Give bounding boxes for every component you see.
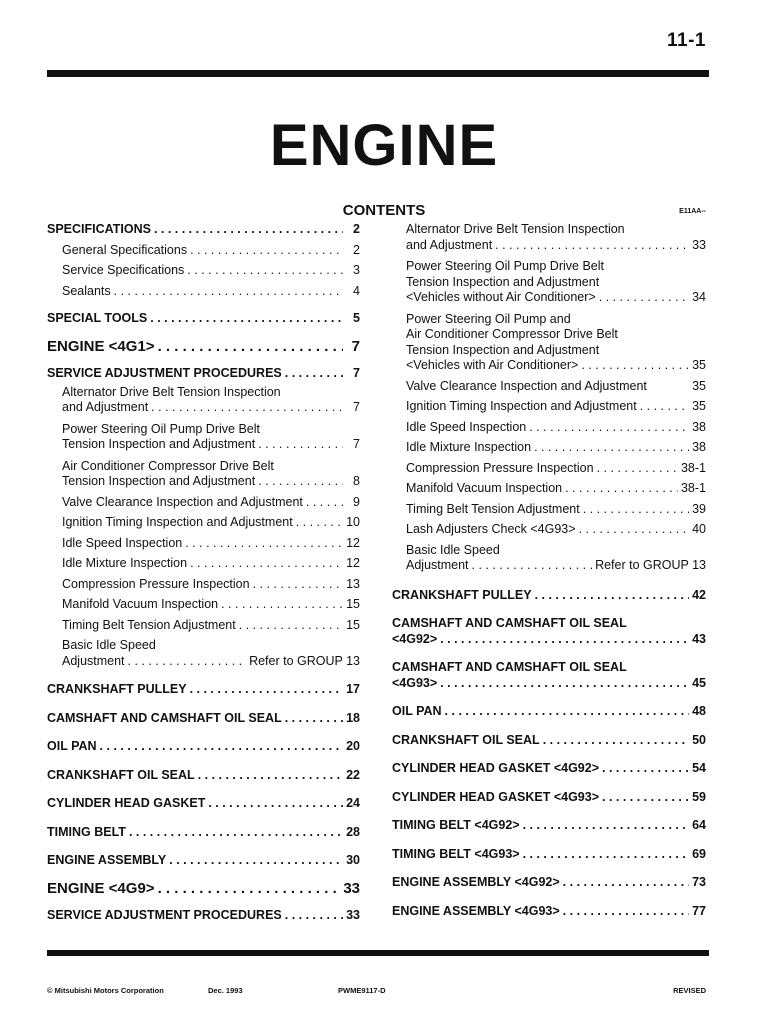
toc-entry-title: Idle Mixture Inspection — [406, 440, 532, 454]
toc-entry-title: SERVICE ADJUSTMENT PROCEDURES — [47, 366, 282, 380]
toc-entry-page: 2 — [353, 222, 360, 236]
toc-entry[interactable] — [47, 339, 360, 355]
dot-leader — [602, 790, 689, 806]
toc-entry-title: TIMING BELT <4G92> — [392, 818, 520, 832]
toc-entry[interactable] — [47, 825, 360, 841]
toc-entry-page: 38-1 — [680, 481, 706, 495]
toc-entry-title: Idle Speed Inspection — [406, 419, 527, 434]
toc-entry-title: Tension Inspection and Adjustment — [62, 474, 256, 488]
toc-entry-page: 64 — [692, 818, 706, 832]
toc-entry-page: 17 — [346, 682, 360, 696]
toc-entry-page: 39 — [692, 501, 706, 516]
toc-entry-page: 50 — [692, 732, 706, 747]
dot-leader — [523, 847, 689, 863]
toc-entry[interactable] — [392, 660, 706, 691]
footer-status: REVISED — [673, 986, 706, 995]
toc-entry[interactable] — [47, 853, 360, 869]
page-title: ENGINE — [269, 113, 499, 178]
toc-entry-title: Power Steering Oil Pump and — [406, 311, 571, 326]
toc-entry[interactable] — [392, 875, 706, 891]
dot-leader — [495, 238, 689, 254]
toc-entry-title: Air Conditioner Compressor Drive Belt — [406, 327, 618, 341]
toc-entry-title: <Vehicles with Air Conditioner> — [406, 358, 579, 372]
toc-entry-page: 3 — [353, 263, 360, 277]
toc-entry[interactable] — [392, 616, 706, 647]
toc-entry-page: 77 — [692, 903, 706, 918]
toc-entry-title: Manifold Vacuum Inspection — [62, 597, 219, 611]
toc-entry-title: ENGINE ASSEMBLY — [47, 853, 167, 867]
toc-entry[interactable] — [47, 739, 360, 755]
toc-entry[interactable] — [392, 847, 706, 863]
toc-entry[interactable] — [47, 682, 360, 698]
toc-entry-title: TIMING BELT — [47, 824, 126, 839]
toc-entry[interactable] — [47, 768, 360, 784]
toc-entry-page: 22 — [346, 767, 360, 782]
dot-leader — [100, 739, 343, 755]
toc-entry[interactable] — [47, 796, 360, 812]
dot-leader — [158, 881, 341, 897]
dot-leader — [258, 437, 343, 453]
toc-entry-page: 59 — [692, 789, 706, 804]
toc-entry-title: Air Conditioner Compressor Drive Belt — [62, 458, 274, 473]
toc-entry-page: 4 — [353, 283, 360, 298]
toc-entry-page: 2 — [353, 242, 360, 257]
toc-entry[interactable] — [392, 588, 706, 604]
toc-entry-page: 48 — [692, 704, 706, 718]
toc-right-column — [392, 222, 706, 919]
dot-leader — [190, 682, 343, 698]
toc-entry-title: Service Specifications — [62, 263, 185, 277]
toc-entry[interactable] — [47, 536, 360, 552]
dot-leader — [523, 818, 689, 834]
dot-leader — [285, 711, 343, 727]
toc-entry-title: OIL PAN — [47, 739, 97, 753]
toc-entry-page: 8 — [353, 474, 360, 488]
dot-leader — [158, 339, 343, 355]
toc-entry-title: CAMSHAFT AND CAMSHAFT OIL SEAL — [392, 660, 627, 674]
toc-entry-page: 30 — [346, 853, 360, 867]
toc-entry-title: Basic Idle Speed — [62, 638, 156, 652]
toc-entry-title: CYLINDER HEAD GASKET — [47, 796, 206, 810]
toc-entry[interactable] — [392, 259, 706, 306]
toc-entry-page: 43 — [692, 631, 706, 646]
toc-entry-title: SPECIFICATIONS — [47, 222, 151, 236]
toc-entry-page: 12 — [346, 535, 360, 550]
toc-entry-title: Alternator Drive Belt Tension Inspection — [62, 384, 281, 399]
toc-entry-title: Ignition Timing Inspection and Adjustment — [406, 399, 637, 413]
toc-entry[interactable] — [392, 312, 706, 374]
dot-leader — [563, 904, 689, 920]
toc-entry-title: ENGINE <4G1> — [47, 337, 155, 355]
toc-entry[interactable] — [392, 399, 706, 415]
toc-entry[interactable] — [392, 440, 706, 456]
toc-entry-title: SPECIAL TOOLS — [47, 311, 148, 325]
toc-entry-title: TIMING BELT <4G93> — [392, 846, 520, 861]
toc-entry-title: Adjustment — [62, 653, 125, 668]
toc-entry-title: <4G92> — [392, 631, 438, 646]
toc-entry-title: Power Steering Oil Pump Drive Belt — [62, 421, 260, 436]
toc-entry-page: 35 — [692, 358, 706, 372]
toc-entry[interactable] — [392, 733, 706, 749]
toc-entry-title: Timing Belt Tension Adjustment — [62, 617, 236, 632]
toc-entry-page: 34 — [692, 290, 706, 304]
toc-entry-page: 7 — [353, 366, 360, 380]
dot-leader — [169, 853, 343, 869]
toc-entry-page: 45 — [692, 675, 706, 690]
toc-entry[interactable] — [47, 711, 360, 727]
toc-entry[interactable] — [47, 422, 360, 453]
toc-entry-page: 7 — [353, 400, 360, 414]
dot-leader — [128, 654, 247, 670]
dot-leader — [285, 908, 343, 924]
dot-leader — [296, 515, 343, 531]
toc-entry[interactable] — [47, 366, 360, 382]
toc-entry-page: 54 — [692, 761, 706, 775]
toc-entry-page: 20 — [346, 739, 360, 753]
dot-leader — [565, 481, 678, 497]
toc-entry-title: and Adjustment — [62, 400, 149, 414]
toc-entry-page: 69 — [692, 846, 706, 861]
toc-entry[interactable] — [392, 818, 706, 834]
toc-entry-title: Compression Pressure Inspection — [406, 460, 594, 475]
dot-leader — [581, 358, 689, 374]
toc-entry-title: SERVICE ADJUSTMENT PROCEDURES — [47, 908, 282, 922]
toc-entry[interactable] — [392, 222, 706, 253]
dot-leader — [597, 461, 678, 477]
dot-leader — [599, 290, 689, 306]
toc-entry-title: Power Steering Oil Pump Drive Belt — [406, 259, 604, 273]
toc-entry[interactable] — [392, 522, 706, 538]
dot-leader — [602, 761, 689, 777]
toc-entry-page: 35 — [692, 378, 706, 393]
footer-code: PWME9117-D — [338, 986, 386, 995]
toc-entry-title: CAMSHAFT AND CAMSHAFT OIL SEAL — [392, 616, 627, 630]
toc-entry[interactable] — [47, 597, 360, 613]
toc-entry-page: 7 — [353, 437, 360, 451]
toc-entry-title: Valve Clearance Inspection and Adjustment — [406, 378, 647, 393]
toc-entry-title: Sealants — [62, 283, 111, 298]
toc-entry-title: Manifold Vacuum Inspection — [406, 481, 563, 495]
toc-entry[interactable] — [392, 761, 706, 777]
toc-entry-title: Alternator Drive Belt Tension Inspection — [406, 222, 625, 236]
toc-entry-title: Valve Clearance Inspection and Adjustment — [62, 494, 303, 509]
dot-leader — [239, 618, 343, 634]
toc-entry-page: 18 — [346, 710, 360, 725]
dot-leader — [543, 733, 689, 749]
toc-entry-title: CRANKSHAFT PULLEY — [47, 682, 187, 696]
dot-leader — [579, 522, 689, 538]
toc-left-column — [47, 222, 360, 924]
toc-entry-page: Refer to GROUP 13 — [595, 558, 706, 572]
top-rule — [47, 70, 709, 77]
toc-entry-page: 12 — [346, 556, 360, 570]
toc-entry[interactable] — [47, 908, 360, 924]
dot-leader — [258, 474, 343, 490]
toc-entry[interactable] — [47, 618, 360, 634]
dot-leader — [114, 284, 343, 300]
toc-entry-page: 24 — [346, 796, 360, 810]
toc-entry-page: 38-1 — [680, 460, 706, 475]
toc-entry[interactable] — [392, 420, 706, 436]
dot-leader — [306, 495, 343, 511]
footer-copyright: © Mitsubishi Motors Corporation — [47, 986, 164, 995]
toc-entry-title: <Vehicles without Air Conditioner> — [406, 290, 596, 304]
dot-leader — [154, 222, 343, 238]
dot-leader — [472, 558, 593, 574]
toc-entry-title: Idle Speed Inspection — [62, 535, 183, 550]
toc-entry-page: 10 — [346, 515, 360, 529]
dot-leader — [535, 588, 689, 604]
toc-entry-title: CYLINDER HEAD GASKET <4G92> — [392, 761, 599, 775]
dot-leader — [285, 366, 343, 382]
dot-leader — [221, 597, 343, 613]
toc-entry[interactable] — [392, 704, 706, 720]
toc-entry-page: 7 — [351, 337, 360, 355]
toc-entry-title: CAMSHAFT AND CAMSHAFT OIL SEAL — [47, 710, 282, 725]
toc-entry-page: 42 — [692, 587, 706, 602]
toc-entry[interactable] — [47, 556, 360, 572]
toc-entry-page: 5 — [353, 311, 360, 325]
toc-entry-title: Compression Pressure Inspection — [62, 576, 250, 591]
dot-leader — [198, 768, 343, 784]
toc-entry[interactable] — [47, 284, 360, 300]
toc-entry-page: 13 — [346, 576, 360, 591]
dot-leader — [185, 536, 343, 552]
dot-leader — [190, 243, 343, 259]
contents-code: E11AA-- — [679, 208, 706, 215]
toc-entry-page: 33 — [346, 908, 360, 922]
toc-entry-page: 15 — [346, 597, 360, 611]
toc-entry[interactable] — [392, 543, 706, 574]
toc-entry[interactable] — [392, 379, 706, 395]
dot-leader — [253, 577, 343, 593]
toc-entry[interactable] — [392, 790, 706, 806]
toc-entry[interactable] — [392, 904, 706, 920]
toc-entry-title: Basic Idle Speed — [406, 542, 500, 557]
dot-leader — [445, 704, 689, 720]
toc-entry-page: 38 — [692, 440, 706, 454]
toc-entry[interactable] — [392, 481, 706, 497]
toc-entry-page: 38 — [692, 419, 706, 434]
dot-leader — [190, 556, 343, 572]
toc-entry[interactable] — [47, 263, 360, 279]
dot-leader — [151, 400, 343, 416]
toc-entry-page: 33 — [692, 237, 706, 252]
toc-entry-title: ENGINE ASSEMBLY <4G92> — [392, 875, 560, 889]
toc-entry-page: 33 — [343, 879, 360, 897]
toc-entry-title: CRANKSHAFT OIL SEAL — [47, 767, 195, 782]
toc-entry-title: <4G93> — [392, 675, 438, 690]
toc-entry-page: 73 — [692, 875, 706, 889]
bottom-rule — [47, 950, 709, 956]
dot-leader — [640, 399, 689, 415]
toc-entry[interactable] — [47, 638, 360, 669]
dot-leader — [440, 676, 689, 692]
toc-entry-title: Adjustment — [406, 558, 469, 572]
toc-entry[interactable] — [47, 311, 360, 327]
dot-leader — [150, 311, 343, 327]
dot-leader — [440, 632, 689, 648]
toc-entry-title: CRANKSHAFT PULLEY — [392, 587, 532, 602]
dot-leader — [129, 825, 343, 841]
dot-leader — [187, 263, 343, 279]
toc-entry-title: CYLINDER HEAD GASKET <4G93> — [392, 789, 599, 804]
toc-entry-page: 40 — [692, 522, 706, 536]
toc-entry-title: Idle Mixture Inspection — [62, 556, 188, 570]
toc-entry-title: General Specifications — [62, 242, 188, 257]
toc-entry-title: CRANKSHAFT OIL SEAL — [392, 732, 540, 747]
contents-heading: CONTENTS — [342, 202, 426, 219]
toc-entry-title: Timing Belt Tension Adjustment — [406, 501, 580, 516]
toc-entry-title: Tension Inspection and Adjustment — [406, 342, 600, 357]
toc-entry[interactable] — [392, 461, 706, 477]
toc-entry[interactable] — [47, 577, 360, 593]
toc-entry-title: and Adjustment — [406, 237, 493, 252]
toc-entry[interactable] — [47, 243, 360, 259]
toc-entry-page: 28 — [346, 824, 360, 839]
toc-entry-page: 35 — [692, 399, 706, 413]
toc-entry-page: 9 — [353, 494, 360, 509]
toc-entry-title: Tension Inspection and Adjustment — [406, 274, 600, 289]
toc-entry-title: ENGINE ASSEMBLY <4G93> — [392, 903, 560, 918]
toc-entry-title: Tension Inspection and Adjustment — [62, 437, 256, 451]
toc-entry[interactable] — [47, 515, 360, 531]
toc-entry-title: Lash Adjusters Check <4G93> — [406, 522, 576, 536]
toc-entry-title: OIL PAN — [392, 704, 442, 718]
toc-entry[interactable] — [47, 459, 360, 490]
toc-entry-page: Refer to GROUP 13 — [249, 653, 360, 668]
dot-leader — [208, 796, 343, 812]
dot-leader — [563, 875, 689, 891]
toc-entry-title: Ignition Timing Inspection and Adjustment — [62, 515, 293, 529]
toc-entry[interactable] — [392, 502, 706, 518]
dot-leader — [583, 502, 689, 518]
toc-entry[interactable] — [47, 385, 360, 416]
toc-entry[interactable] — [47, 495, 360, 511]
footer-date: Dec. 1993 — [208, 986, 243, 995]
toc-entry-title: ENGINE <4G9> — [47, 879, 155, 897]
dot-leader — [534, 440, 689, 456]
page-number: 11-1 — [667, 30, 706, 51]
toc-entry[interactable] — [47, 222, 360, 238]
toc-entry[interactable] — [47, 881, 360, 897]
dot-leader — [529, 420, 689, 436]
toc-entry-page: 15 — [346, 617, 360, 632]
